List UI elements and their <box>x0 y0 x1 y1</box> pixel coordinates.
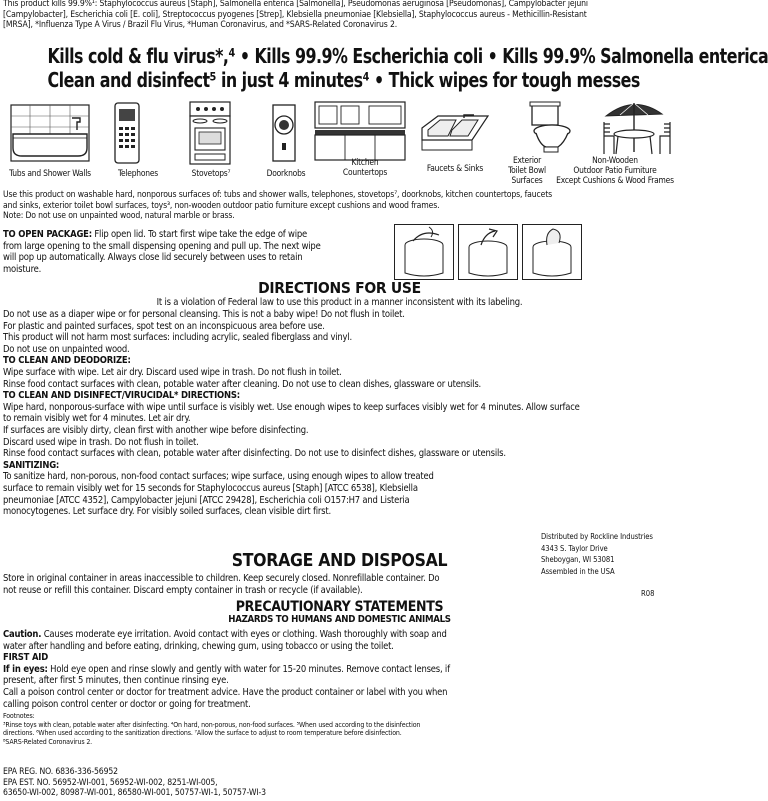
footnote-line: ⁸SARS-Related Coronavirus 2. <box>3 737 93 746</box>
sink-icon <box>420 114 490 154</box>
open-package-line: from large opening to the small dispensing opening and pull up. The next wipe <box>3 240 321 252</box>
distributor-line: Sheboygan, WI 53081 <box>541 555 615 564</box>
canister-open-icon <box>395 225 453 279</box>
surface-label-telephones: Telephones <box>117 168 159 178</box>
open-step-3 <box>522 224 582 280</box>
usage-line: Note: Do not use on unpainted wood, natural marble or brass. <box>3 211 235 222</box>
directions-general-line: Do not use on unpainted wood. <box>3 343 130 355</box>
open-package-line: will pop up automatically. Always close lid securely between uses to retain <box>3 252 303 264</box>
precautionary-body <box>3 629 677 710</box>
eyes-label: If in eyes: <box>3 663 48 675</box>
surface-label-countertops-2: Countertops <box>342 167 388 177</box>
sanitize-line: surface to remain visibly wet for 15 seconds for Staphylococcus aureus [Staph] [ATCC 6538], Klebsiella <box>3 482 418 494</box>
surface-label-patio-3: Except Cushions & Wood Frames <box>556 175 674 185</box>
epa-est-line: EPA EST. NO. 56952-WI-001, 56952-WI-002, 8251-WI-005, <box>3 777 218 788</box>
canister-wipe-icon <box>523 225 581 279</box>
sanitize-line: pneumoniae [ATCC 4352], Campylobacter jejuni [ATCC 29428], Escherichia coli O157:H7 and Listeria <box>3 494 410 506</box>
hazards-subheading: HAZARDS TO HUMANS AND DOMESTIC ANIMALS <box>228 614 451 625</box>
patio-furniture-icon <box>600 100 674 158</box>
canister-pull-icon <box>459 225 517 279</box>
surface-label-patio-2: Outdoor Patio Furniture <box>573 165 657 175</box>
open-package-text <box>3 229 388 275</box>
footnotes <box>3 712 677 746</box>
surface-label-patio <box>550 155 680 185</box>
caution-label: Caution. <box>3 629 42 640</box>
eyes-line <box>3 664 677 676</box>
surface-label-doorknobs: Doorknobs <box>266 168 306 178</box>
eyes-line: calling poison control center or doctor or going for treatment. <box>3 698 251 710</box>
disinfect-line: If surfaces are visibly dirty, clean first with another wipe before disinfecting. <box>3 424 309 436</box>
doorknob-icon <box>271 103 297 163</box>
surface-label-toilet-1: Exterior <box>512 155 542 165</box>
headline-claims: Kills cold & flu virus*,⁴ • Kills 99.9% Escherichia coli • Kills 99.9% Salmonella enterica <box>47 44 768 68</box>
sanitize-line: monocytogenes. Let surface dry. For visibly soiled surfaces, clean visible dirt first. <box>3 506 331 518</box>
open-package-line <box>3 229 388 241</box>
usage-line: and sinks, exterior toilet bowl surfaces, toys³, non-wooden outdoor patio furniture except cushions and wood frames. <box>3 200 440 211</box>
eyes-line: present, after first 5 minutes, then continue rinsing eye. <box>3 675 229 687</box>
stove-icon <box>188 100 232 166</box>
distributor-line: Distributed by Rockline Industries <box>541 532 653 541</box>
telephone-icon <box>112 101 144 167</box>
intro-line: [MRSA], *Influenza Type A Virus / Brazil Flu Virus, *Human Coronavirus, and *SARS-Related Coronavirus 2. <box>3 20 398 31</box>
eyes-line-1: Hold eye open and rinse slowly and gently with water for 15-20 minutes. Remove contact lenses, if <box>47 663 450 675</box>
epa-reg-line: EPA REG. NO. 6836-336-56952 <box>3 767 118 777</box>
label-code: R08 <box>641 589 655 598</box>
surface-label-stovetops: Stovetops⁷ <box>191 168 231 178</box>
open-package-line: moisture. <box>3 263 42 275</box>
directions-general-line: Do not use as a diaper wipe or for personal cleansing. This is not a baby wipe! Do not flush in toilet. <box>3 309 405 320</box>
clean-heading: TO CLEAN AND DEODORIZE: <box>3 355 131 367</box>
toilet-icon <box>526 101 574 153</box>
directions-body <box>3 309 677 518</box>
disinfect-heading: TO CLEAN AND DISINFECT/VIRUCIDAL* DIRECTIONS: <box>3 390 240 402</box>
first-aid-heading: FIRST AID <box>3 652 49 664</box>
directions-general-line: This product will not harm most surfaces: including acrylic, sealed fiberglass and vinyl. <box>3 332 352 344</box>
headline-subclaims: Clean and disinfect⁵ in just 4 minutes⁴ • Thick wipes for tough messes <box>47 68 640 92</box>
usage-line: Use this product on washable hard, nonporous surfaces of: tubs and shower walls, telephones, stovetops⁷, doorknobs, kitchen countertops, faucets <box>3 190 552 200</box>
epa-est-line: 63650-WI-002, 80987-WI-001, 86580-WI-001, 50757-WI-1, 50757-WI-3 <box>3 788 266 799</box>
disinfect-line: Wipe hard, nonporous-surface with wipe until surface is visibly wet. Use enough wipes to keep surfaces visibly wet for 4 minutes. Allow surface <box>3 401 580 413</box>
directions-general-line: For plastic and painted surfaces, spot test on an inconspicuous area before use. <box>3 320 325 332</box>
open-step-1 <box>394 224 454 280</box>
clean-line: Wipe surface with wipe. Let air dry. Discard used wipe in trash. Do not flush in toilet. <box>3 366 342 378</box>
open-package-line-1: Flip open lid. To start first wipe take the edge of wipe <box>91 229 308 240</box>
surface-label-countertops <box>330 157 400 177</box>
eyes-line: Call a poison control center or doctor for treatment advice. Have the product container or label with you when <box>3 686 448 698</box>
surface-label-toilet-2: Toilet Bowl <box>508 165 546 175</box>
clean-line: Rinse food contact surfaces with clean, potable water after cleaning. Do not use to clean dishes, glassware or utensils. <box>3 378 482 390</box>
bathtub-icon <box>10 104 90 162</box>
caution-line <box>3 629 677 641</box>
directions-federal: It is a violation of Federal law to use this product in a manner inconsistent with its labeling. <box>156 297 523 308</box>
open-package-heading: TO OPEN PACKAGE: <box>3 229 92 240</box>
footnote-line: directions. ⁶When used according to the sanitization directions. ⁷Allow the surface to adjust to room temperature before disinfection. <box>3 729 402 738</box>
surface-label-tubs: Tubs and Shower Walls <box>9 168 91 178</box>
open-step-2 <box>458 224 518 280</box>
sanitize-heading: SANITIZING: <box>3 459 60 471</box>
intro-line: [Campylobacter], Escherichia coli [E. coli], Streptococcus pyogenes [Strep], Klebsiella pneumoniae [Klebsiella], Staphylococcus aureus - Methicillin-Resistant <box>3 9 587 20</box>
disinfect-line: Discard used wipe in trash. Do not flush in toilet. <box>3 436 199 448</box>
storage-text <box>3 573 677 596</box>
surface-label-toilet <box>496 155 558 185</box>
footnote-line: Footnotes: <box>3 712 35 720</box>
usage-text <box>3 190 677 222</box>
storage-heading: STORAGE AND DISPOSAL <box>231 551 448 571</box>
storage-line: not reuse or refill this container. Discard empty container in trash or recycle (if available). <box>3 584 363 596</box>
surface-label-toilet-3: Surfaces <box>511 175 543 185</box>
surface-label-patio-1: Non-Wooden <box>592 155 638 165</box>
distributor-line: 4343 S. Taylor Drive <box>541 543 608 553</box>
intro-line: This product kills 99.9%¹: Staphylococcus aureus [Staph], Salmonella enterica [Salmonella], Pseudomonas aeruginosa [Pseudomonas], Campylobacter jejuni <box>3 0 588 9</box>
directions-heading: DIRECTIONS FOR USE <box>258 279 421 297</box>
precautionary-heading: PRECAUTIONARY STATEMENTS <box>235 599 444 615</box>
caution-line-1: Causes moderate eye irritation. Avoid contact with eyes or clothing. Wash thoroughly with soap and <box>41 629 447 640</box>
footnote-line: ³Rinse toys with clean, potable water after disinfecting. ⁴On hard, non-porous, non-food surfaces. ⁵When used according to the disinfection <box>3 720 421 729</box>
caution-line: water after handling and before eating, drinking, chewing gum, using tobacco or using the toilet. <box>3 640 394 652</box>
surface-label-sinks: Faucets & Sinks <box>426 163 484 173</box>
disinfect-line: Rinse food contact surfaces with clean, potable water after disinfecting. Do not use to disinfect dishes, glassware or utensils. <box>3 448 506 460</box>
registration <box>3 767 677 799</box>
disinfect-line: to remain visibly wet for 4 minutes. Let air dry. <box>3 413 191 425</box>
countertop-icon <box>313 100 407 162</box>
storage-line: Store in original container in areas inaccessible to children. Keep securely closed. Nonrefillable container. Do <box>3 573 440 584</box>
sanitize-line: To sanitize hard, non-porous, non-food contact surfaces; wipe surface, using enough wipes to allow treated <box>3 471 434 483</box>
distributor-line: Assembled in the USA <box>541 566 615 576</box>
surface-label-countertops-1: Kitchen <box>351 157 379 167</box>
intro-text <box>3 0 677 31</box>
